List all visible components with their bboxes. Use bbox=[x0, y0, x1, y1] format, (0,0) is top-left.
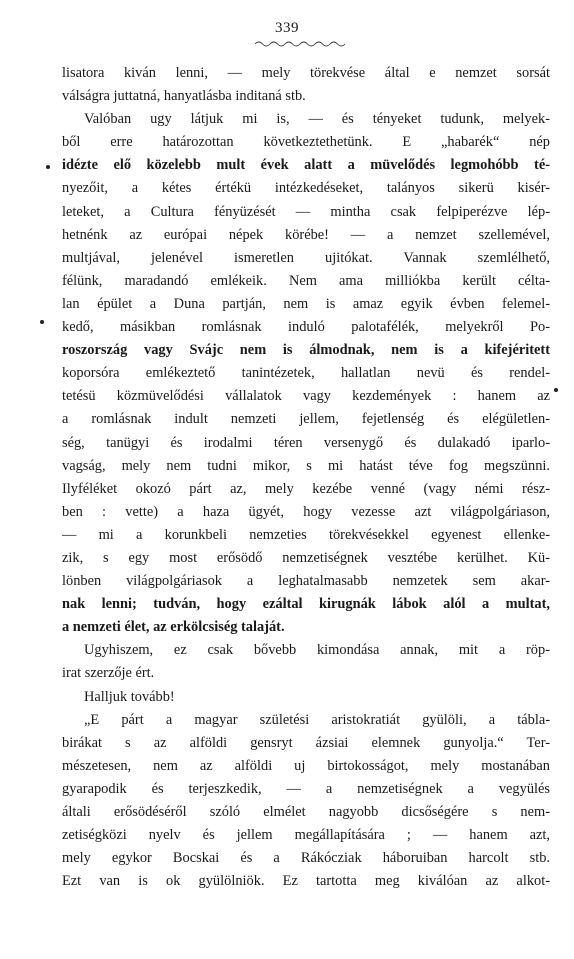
text-line: leteket, a Cultura fényüzését — mintha csak felpiperézve lép- bbox=[62, 203, 550, 220]
text-line: Ugyhiszem, ez csak bővebb kimondása annak, mit a röp- bbox=[84, 642, 550, 659]
margin-mark-icon bbox=[554, 388, 558, 392]
page-number: 339 bbox=[275, 20, 299, 36]
text-line: zetiségközi nyelv és jellem megállapítására ; — hanem azt, bbox=[62, 827, 550, 844]
text-line: gyarapodik és terjeszkedik, — a nemzetiségnek a vegyülés bbox=[62, 780, 550, 797]
margin-mark-icon bbox=[46, 165, 50, 169]
text-line: Halljuk tovább! bbox=[84, 688, 175, 705]
text-line: „E párt a magyar születési aristokratiát gyülöli, a tábla- bbox=[84, 711, 550, 728]
text-line: nak lenni; tudván, hogy ezáltal kirugnák lábok alól a multat, bbox=[62, 596, 550, 613]
text-line: koporsóra emlékeztető tanintézetek, hallatlan nevü és rendel- bbox=[62, 365, 550, 382]
text-line: tetésü közmüvelődési vállalatok vagy kezdemények : hanem az bbox=[62, 388, 550, 405]
text-line: idézte elő közelebb mult évek alatt a müvelődés legmohóbb té- bbox=[62, 157, 550, 174]
text-line: mészetesen, nem az alföldi uj birtokosságot, mely mostanában bbox=[62, 757, 550, 774]
text-line: multjával, jelenével ismeretlen ujitókat. Vannak szemlélhető, bbox=[62, 249, 550, 266]
text-line: a nemzeti élet, az erkölcsiség talaját. bbox=[62, 619, 285, 636]
wavy-ornament-icon bbox=[255, 40, 345, 48]
text-line: ben : vette) a haza ügyét, hogy vezesse azt világpolgáriason, bbox=[62, 503, 550, 520]
text-line: Ilyféléket okozó párt az, mely kezébe venné (vagy némi rész- bbox=[62, 480, 550, 497]
margin-mark-icon bbox=[40, 320, 44, 324]
text-line: félünk, maradandó emlékeik. Nem ama milliókba került célta- bbox=[62, 272, 550, 289]
text-line: válságra juttatná, hanyatlásba inditaná stb. bbox=[62, 88, 306, 105]
text-line: roszország vagy Svájc nem is álmodnak, nem is a kifejéritett bbox=[62, 342, 550, 359]
text-line: irat szerzője ért. bbox=[62, 665, 155, 682]
text-line: ség, tanügyi és irodalmi téren versenygő és dulakadó iparlo- bbox=[62, 434, 550, 451]
text-line: Ezt van is ok gyülölniök. Ez tartotta meg kiválóan az alkot- bbox=[62, 873, 550, 890]
text-line: mely egykor Bocskai és a Rákócziak háboruiban harcolt stb. bbox=[62, 850, 550, 867]
text-line: kedő, másikban romlásnak induló palotafélék, melyekről Po- bbox=[62, 319, 550, 336]
body-text bbox=[62, 62, 550, 893]
text-line: vagság, mely nem tudni mikor, s mi hatást téve fog megszünni. bbox=[62, 457, 550, 474]
text-line: lönben világpolgáriasok a leghatalmasabb nemzetek sem akar- bbox=[62, 573, 550, 590]
text-line: zik, s egy most erősödő nemzetiségnek vesztébe kerülhet. Kü- bbox=[62, 549, 550, 566]
text-line: Valóban ugy látjuk mi is, — és tényeket tudunk, melyek- bbox=[84, 111, 550, 128]
text-line: a romlásnak indult nemzeti jellem, fejetlenség és elégületlen- bbox=[62, 411, 550, 428]
text-line: — mi a korunkbeli nemzeties törekvésekkel egyenest ellenke- bbox=[62, 526, 550, 543]
text-line: általi erősödéséről szóló elmélet nagyobb dicsőségére s nem- bbox=[62, 804, 550, 820]
text-line: ből erre határozottan következtethetünk. E „habarék“ nép bbox=[62, 134, 550, 151]
text-line: lisatora kiván lenni, — mely törekvése által e nemzet sorsát bbox=[62, 65, 550, 81]
text-line: hetnénk az európai népek körébe! — a nemzet szellemével, bbox=[62, 226, 550, 243]
text-line: lan épület a Duna partján, nem is amaz egyik évben felemel- bbox=[62, 295, 550, 312]
text-line: birákat s az alföldi gensryt ázsiai elemnek gunyolja.“ Ter- bbox=[62, 734, 550, 751]
text-line: nyezőit, a kétes értékü intézkedéseket, talányos sikerü kisér- bbox=[62, 180, 550, 197]
